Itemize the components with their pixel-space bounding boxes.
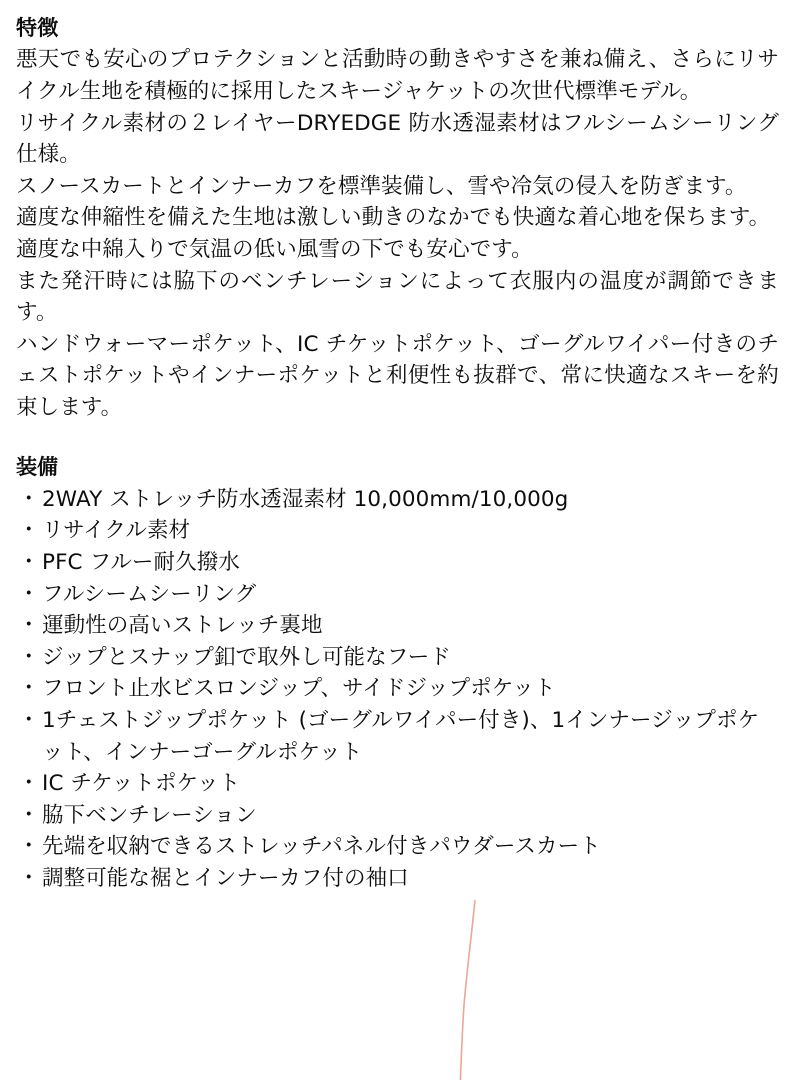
list-item-label: 脇下ベンチレーション [42,802,257,828]
bullet-icon: ・ [18,644,40,670]
bullet-icon: ・ [18,771,40,797]
bullet-icon: ・ [18,708,40,734]
equipment-list [16,484,779,895]
list-item-label: 2WAY ストレッチ防水透湿素材 10,000mm/10,000g [42,486,569,512]
list-item-label: フルシームシーリング [42,581,257,607]
features-paragraph: また発汗時には脇下のベンチレーションによって衣服内の温度が調節できます。 [16,268,779,326]
list-item [16,547,779,579]
list-item [16,863,779,895]
list-item [16,642,779,674]
thread-artifact [455,900,485,1080]
bullet-icon: ・ [18,486,40,512]
list-item [16,800,779,832]
features-paragraph: リサイクル素材の２レイヤーDRYEDGE 防水透湿素材はフルシームシーリング仕様。 [16,110,779,168]
features-paragraph: 悪天でも安心のプロテクションと活動時の動きやすさを兼ね備え、さらにリサイクル生地を積極的に採用したスキージャケットの次世代標準モデル。 [16,47,779,104]
list-item-label: リサイクル素材 [42,518,191,544]
list-item [16,831,779,863]
bullet-icon: ・ [18,865,40,891]
features-paragraph: ハンドウォーマーポケット、IC チケットポケット、ゴーグルワイパー付きのチェストポケットやインナーポケットと利便性も抜群で、常に快適なスキーを約束します。 [16,331,779,420]
list-item-label: 調整可能な裾とインナーカフ付の袖口 [42,865,409,891]
bullet-icon: ・ [18,834,40,860]
bullet-icon: ・ [18,581,40,607]
list-item-label: 運動性の高いストレッチ裏地 [42,613,323,639]
list-item [16,610,779,642]
features-paragraphs [16,44,779,423]
features-paragraph: 適度な伸縮性を備えた生地は激しい動きのなかでも快適な着心地を保ちます。 [16,205,771,231]
list-item-label: フロント止水ビスロンジップ、サイドジップポケット [42,676,556,702]
list-item [16,484,779,516]
bullet-icon: ・ [18,518,40,544]
bullet-icon: ・ [18,550,40,576]
list-item [16,515,779,547]
features-paragraph: 適度な中綿入りで気温の低い風雪の下でも安心です。 [16,236,533,262]
list-item-label: IC チケットポケット [42,771,241,797]
equipment-heading: 装備 [16,455,58,480]
features-paragraph: スノースカートとインナーカフを標準装備し、雪や冷気の侵入を防ぎます。 [16,173,747,199]
features-heading: 特徴 [16,16,59,40]
bullet-icon: ・ [18,676,40,702]
list-item [16,673,779,705]
section-spacer [16,423,779,453]
list-item-label: ジップとスナップ釦で取外し可能なフード [42,644,451,670]
bullet-icon: ・ [18,613,40,639]
list-item-label: 先端を収納できるストレッチパネル付きパウダースカート [42,834,601,860]
list-item [16,768,779,800]
bullet-icon: ・ [18,802,40,828]
list-item [16,705,779,768]
list-item [16,579,779,611]
list-item-label: PFC フルー耐久撥水 [42,550,240,576]
list-item-label: 1チェストジップポケット (ゴーグルワイパー付き)、1インナージップポケット、インナーゴーグルポケット [42,708,760,765]
